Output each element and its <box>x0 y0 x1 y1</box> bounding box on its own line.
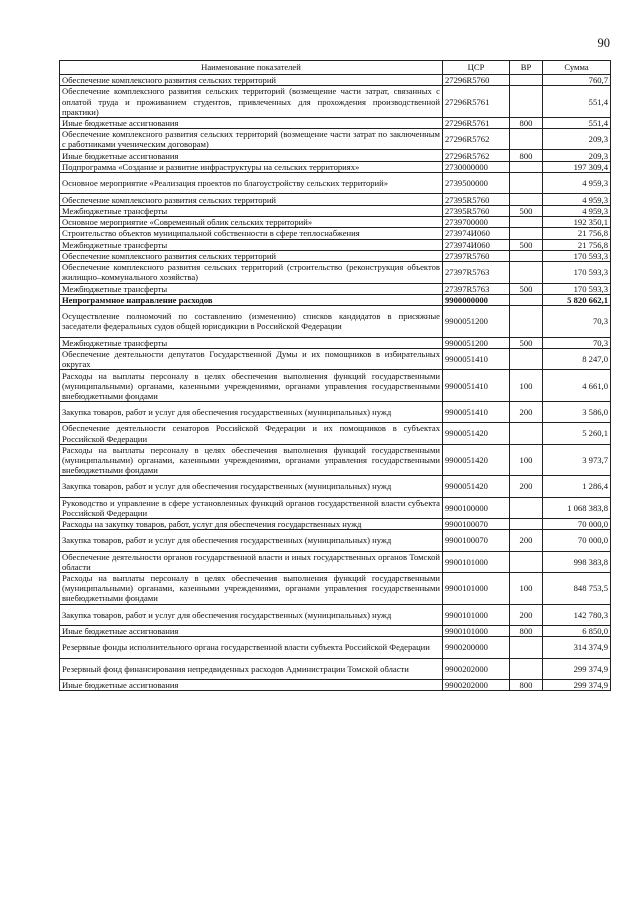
table-row <box>60 86 611 118</box>
page-number: 90 <box>597 36 610 50</box>
table-row <box>60 228 611 239</box>
cell-csr: 27296R5762 <box>443 129 510 150</box>
cell-csr: 2730000000 <box>443 161 510 172</box>
cell-csr: 27296R5761 <box>443 117 510 128</box>
cell-name: Обеспечение комплексного развития сельских территорий (возмещение части затрат по заключенным с работниками ученическим договорам) <box>60 129 443 150</box>
cell-name: Расходы на выплаты персоналу в целях обеспечения выполнения функций государственными (муниципальными) органами, казенными учреждениями, органами управления государственными внебюджетными фондами <box>60 444 443 476</box>
table-body <box>60 75 611 691</box>
table-row <box>60 239 611 250</box>
cell-sum: 5 260,1 <box>543 423 611 444</box>
cell-csr: 27296R5762 <box>443 150 510 161</box>
cell-vr: 100 <box>510 573 543 605</box>
table-row <box>60 680 611 691</box>
cell-vr: 100 <box>510 370 543 402</box>
cell-name: Закупка товаров, работ и услуг для обеспечения государственных (муниципальных) нужд <box>60 476 443 497</box>
cell-vr <box>510 129 543 150</box>
cell-sum: 848 753,5 <box>543 573 611 605</box>
cell-sum: 142 780,3 <box>543 604 611 625</box>
cell-sum: 70 000,0 <box>543 518 611 529</box>
table-row <box>60 250 611 261</box>
cell-sum: 1 286,4 <box>543 476 611 497</box>
cell-sum: 21 756,8 <box>543 239 611 250</box>
cell-name: Обеспечение комплексного развития сельских территорий <box>60 194 443 205</box>
table-row <box>60 518 611 529</box>
cell-csr: 9900101000 <box>443 573 510 605</box>
cell-name: Закупка товаров, работ и услуг для обеспечения государственных (муниципальных) нужд <box>60 401 443 422</box>
cell-csr: 27296R5760 <box>443 75 510 86</box>
header-vr: ВР <box>510 61 543 75</box>
table-row <box>60 637 611 658</box>
cell-sum: 170 593,3 <box>543 250 611 261</box>
cell-name: Резервные фонды исполнительного органа государственной власти субъекта Российской Федерации <box>60 637 443 658</box>
table-row <box>60 423 611 444</box>
cell-name: Обеспечение комплексного развития сельских территорий <box>60 75 443 86</box>
cell-csr: 9900100070 <box>443 518 510 529</box>
cell-vr: 200 <box>510 530 543 551</box>
cell-name: Основное мероприятие «Реализация проектов по благоустройству сельских территорий» <box>60 173 443 194</box>
table-row <box>60 283 611 294</box>
cell-sum: 5 820 662,1 <box>543 294 611 305</box>
cell-csr: 27397R5763 <box>443 283 510 294</box>
cell-name: Расходы на выплаты персоналу в целях обеспечения выполнения функций государственными (муниципальными) органами, казенными учреждениями, органами управления государственными внебюджетными фондами <box>60 573 443 605</box>
cell-vr: 800 <box>510 117 543 128</box>
cell-vr <box>510 637 543 658</box>
cell-sum: 1 068 383,8 <box>543 497 611 518</box>
table-row <box>60 444 611 476</box>
cell-vr <box>510 294 543 305</box>
cell-name: Подпрограмма «Создание и развитие инфраструктуры на сельских территориях» <box>60 161 443 172</box>
cell-vr <box>510 306 543 338</box>
cell-sum: 4 959,3 <box>543 205 611 216</box>
cell-vr: 800 <box>510 625 543 636</box>
cell-name: Иные бюджетные ассигнования <box>60 150 443 161</box>
cell-sum: 3 586,0 <box>543 401 611 422</box>
table-row <box>60 401 611 422</box>
cell-sum: 299 374,9 <box>543 658 611 679</box>
cell-sum: 209,3 <box>543 129 611 150</box>
cell-sum: 197 309,4 <box>543 161 611 172</box>
table-row <box>60 306 611 338</box>
cell-vr <box>510 551 543 572</box>
cell-vr <box>510 75 543 86</box>
cell-csr: 9900051420 <box>443 423 510 444</box>
cell-name: Основное мероприятие «Современный облик сельских территорий» <box>60 217 443 228</box>
cell-name: Руководство и управление в сфере установленных функций органов государственной власти субъекта Российской Федерации <box>60 497 443 518</box>
table-row <box>60 476 611 497</box>
table-row <box>60 217 611 228</box>
cell-name: Непрограммное направление расходов <box>60 294 443 305</box>
cell-vr <box>510 658 543 679</box>
cell-vr: 500 <box>510 205 543 216</box>
cell-sum: 8 247,0 <box>543 349 611 370</box>
cell-vr <box>510 228 543 239</box>
cell-name: Межбюджетные трансферты <box>60 205 443 216</box>
cell-sum: 4 661,0 <box>543 370 611 402</box>
cell-vr <box>510 173 543 194</box>
cell-sum: 70 000,0 <box>543 530 611 551</box>
cell-csr: 9900202000 <box>443 680 510 691</box>
cell-name: Закупка товаров, работ и услуг для обеспечения государственных (муниципальных) нужд <box>60 530 443 551</box>
table-row <box>60 173 611 194</box>
table-header-row <box>60 61 611 75</box>
cell-name: Обеспечение комплексного развития сельских территорий (строительство (реконструкция объектов жилищно–коммунального хозяйства) <box>60 262 443 283</box>
cell-sum: 4 959,3 <box>543 173 611 194</box>
cell-csr: 9900051420 <box>443 444 510 476</box>
cell-sum: 170 593,3 <box>543 262 611 283</box>
cell-name: Обеспечение комплексного развития сельских территорий (возмещение части затрат, связанных с оплатой труда и проживанием студентов, привлеченных для прохождения производственной практики) <box>60 86 443 118</box>
cell-name: Иные бюджетные ассигнования <box>60 625 443 636</box>
cell-sum: 299 374,9 <box>543 680 611 691</box>
table-row <box>60 573 611 605</box>
table-row <box>60 150 611 161</box>
table-row <box>60 75 611 86</box>
cell-name: Обеспечение комплексного развития сельских территорий <box>60 250 443 261</box>
cell-csr: 9900051410 <box>443 401 510 422</box>
cell-csr: 27395R5760 <box>443 194 510 205</box>
table-row <box>60 194 611 205</box>
cell-vr: 800 <box>510 150 543 161</box>
cell-name: Иные бюджетные ассигнования <box>60 680 443 691</box>
cell-vr <box>510 497 543 518</box>
table-row <box>60 205 611 216</box>
cell-sum: 170 593,3 <box>543 283 611 294</box>
cell-csr: 9900000000 <box>443 294 510 305</box>
cell-sum: 21 756,8 <box>543 228 611 239</box>
cell-vr <box>510 423 543 444</box>
cell-sum: 551,4 <box>543 86 611 118</box>
cell-csr: 9900051410 <box>443 349 510 370</box>
table-row <box>60 625 611 636</box>
header-sum: Сумма <box>543 61 611 75</box>
cell-sum: 760,7 <box>543 75 611 86</box>
cell-vr: 500 <box>510 239 543 250</box>
cell-csr: 9900051200 <box>443 306 510 338</box>
cell-name: Межбюджетные трансферты <box>60 239 443 250</box>
table-row <box>60 370 611 402</box>
cell-sum: 551,4 <box>543 117 611 128</box>
header-csr: ЦСР <box>443 61 510 75</box>
table-row <box>60 604 611 625</box>
cell-vr <box>510 86 543 118</box>
cell-csr: 273974И060 <box>443 239 510 250</box>
cell-csr: 9900101000 <box>443 604 510 625</box>
cell-name: Осуществление полномочий по составлению (изменению) списков кандидатов в присяжные заседатели федеральных судов общей юрисдикции в Российской Федерации <box>60 306 443 338</box>
cell-csr: 9900101000 <box>443 625 510 636</box>
cell-csr: 2739500000 <box>443 173 510 194</box>
header-name: Наименование показателей <box>60 61 443 75</box>
cell-vr: 200 <box>510 604 543 625</box>
cell-csr: 27397R5760 <box>443 250 510 261</box>
cell-vr <box>510 262 543 283</box>
cell-csr: 9900100070 <box>443 530 510 551</box>
table-row <box>60 658 611 679</box>
cell-name: Обеспечение деятельности органов государственной власти и иных государственных органов Томской области <box>60 551 443 572</box>
cell-csr: 9900101000 <box>443 551 510 572</box>
cell-vr: 200 <box>510 476 543 497</box>
cell-csr: 9900100000 <box>443 497 510 518</box>
cell-vr: 500 <box>510 337 543 348</box>
cell-name: Обеспечение деятельности депутатов Государственной Думы и их помощников в избирательных округах <box>60 349 443 370</box>
cell-csr: 9900202000 <box>443 658 510 679</box>
cell-csr: 9900051200 <box>443 337 510 348</box>
cell-sum: 70,3 <box>543 337 611 348</box>
cell-name: Межбюджетные трансферты <box>60 337 443 348</box>
table-row <box>60 129 611 150</box>
cell-sum: 209,3 <box>543 150 611 161</box>
cell-vr <box>510 194 543 205</box>
table-row <box>60 349 611 370</box>
table-row <box>60 337 611 348</box>
cell-name: Иные бюджетные ассигнования <box>60 117 443 128</box>
cell-vr: 200 <box>510 401 543 422</box>
cell-sum: 314 374,9 <box>543 637 611 658</box>
cell-name: Расходы на закупку товаров, работ, услуг для обеспечения государственных нужд <box>60 518 443 529</box>
cell-csr: 9900051420 <box>443 476 510 497</box>
table-row <box>60 161 611 172</box>
cell-name: Резервный фонд финансирования непредвиденных расходов Администрации Томской области <box>60 658 443 679</box>
cell-vr <box>510 217 543 228</box>
cell-csr: 9900051410 <box>443 370 510 402</box>
table-row <box>60 530 611 551</box>
cell-name: Обеспечение деятельности сенаторов Российской Федерации и их помощников в субъектах Российской Федерации <box>60 423 443 444</box>
cell-csr: 9900200000 <box>443 637 510 658</box>
cell-vr: 800 <box>510 680 543 691</box>
budget-table <box>59 60 611 691</box>
cell-vr <box>510 518 543 529</box>
cell-csr: 27296R5761 <box>443 86 510 118</box>
table-row <box>60 294 611 305</box>
cell-csr: 273974И060 <box>443 228 510 239</box>
table-row <box>60 117 611 128</box>
cell-sum: 3 973,7 <box>543 444 611 476</box>
cell-vr: 100 <box>510 444 543 476</box>
cell-csr: 27395R5760 <box>443 205 510 216</box>
cell-sum: 192 350,1 <box>543 217 611 228</box>
cell-vr <box>510 250 543 261</box>
cell-csr: 2739700000 <box>443 217 510 228</box>
table-row <box>60 497 611 518</box>
table-row <box>60 551 611 572</box>
cell-vr <box>510 161 543 172</box>
cell-name: Расходы на выплаты персоналу в целях обеспечения выполнения функций государственными (муниципальными) органами, казенными учреждениями, органами управления государственными внебюджетными фондами <box>60 370 443 402</box>
cell-vr: 500 <box>510 283 543 294</box>
table-row <box>60 262 611 283</box>
cell-csr: 27397R5763 <box>443 262 510 283</box>
cell-sum: 998 383,8 <box>543 551 611 572</box>
cell-sum: 4 959,3 <box>543 194 611 205</box>
cell-sum: 70,3 <box>543 306 611 338</box>
cell-name: Межбюджетные трансферты <box>60 283 443 294</box>
cell-name: Строительство объектов муниципальной собственности в сфере теплоснабжения <box>60 228 443 239</box>
cell-sum: 6 850,0 <box>543 625 611 636</box>
cell-name: Закупка товаров, работ и услуг для обеспечения государственных (муниципальных) нужд <box>60 604 443 625</box>
cell-vr <box>510 349 543 370</box>
